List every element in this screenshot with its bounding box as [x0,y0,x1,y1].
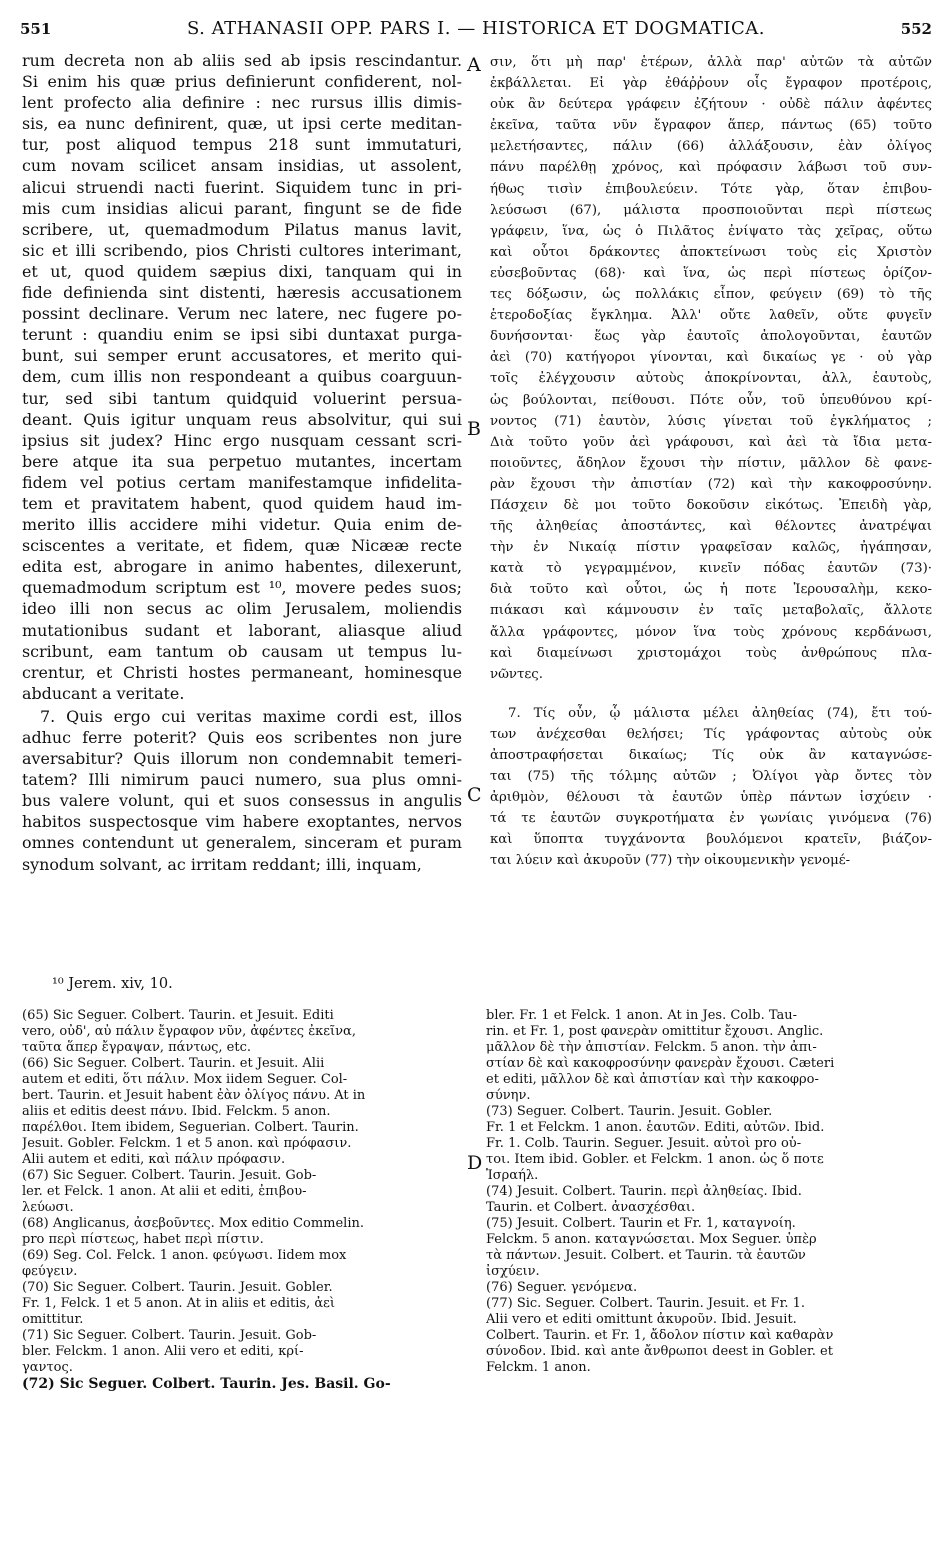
latin-text-line: tatem? Illi nimirum pauci numero, sua plus omni- [22,770,462,790]
greek-text-line: καὶ διαμείνωσι χριστομάχοι τοὺς ἀνθρώπους πλα- [490,645,932,661]
critical-note-line: μᾶλλον δὲ τὴν ἀπιστίαν. Felckm. 5 anon. τὴν ἀπι- [486,1040,817,1055]
greek-text-line: των ἀνέχεσθαι θελήσει; Τίς γράφοντας αὐτοὺς οὐκ [490,726,932,742]
greek-text-line: 7. Τίς οὖν, ᾧ μάλιστα μέλει ἀληθείας (74), ἔτι τού- [508,705,932,721]
critical-note-line: Fr. 1 et Felckm. 1 anon. ἑαυτῶν. Editi, αὐτῶν. Ibid. [486,1120,825,1135]
greek-text-line: Πάσχειν δὲ μοι τοῦτο δοκοῦσιν εἰκότως. Ἐπειδὴ γὰρ, [490,497,932,513]
greek-text-line: ται (75) τῆς τόλμης αὐτῶν ; Ὀλίγοι γὰρ ὄντες τὸν [490,769,932,785]
greek-text-line: ὡς βούλονται, πείθουσι. Πότε οὖν, τοῦ ὑπευθύνου κρί- [490,392,932,408]
margin-letter-d: D [467,1152,483,1174]
greek-text-line: εὐσεβοῦντας (68)· καὶ ἵνα, ὡς περὶ πίστεως ὁρίζον- [490,265,932,281]
critical-note-line: Fr. 1. Colb. Taurin. Seguer. Jesuit. αὐτοὶ pro οὗ- [486,1136,802,1151]
greek-text-line: λεύσωσι (67), μάλιστα προσποιοῦνται περὶ πίστεως [490,202,932,218]
greek-text-line: ἑτεροδοξίας ἔγκλημα. Ἀλλ' οὔτε λαθεῖν, οὔτε φυγεῖν [490,308,932,324]
greek-text-line: νοντος (71) ἑαυτὸν, λύσις γίνεται τοῦ ἐγκλήματος ; [490,413,932,429]
critical-note-line: τοι. Item ibid. Gobler. et Felckm. 1 anon. ὡς ὅ ποτε [486,1152,824,1167]
greek-text-line: ἀεὶ (70) κατήγοροι γίνονται, καὶ δικαίως γε · οὐ γὰρ [490,350,932,366]
latin-text-line: edita est, abrogare in animo habentes, dilexerunt, [22,557,462,577]
greek-text-line: ἐκεῖνα, ταῦτα νῦν ἔγραφον ἅπερ, πάντως (65) τοῦτο [490,118,932,134]
margin-letter-a: A [467,54,481,76]
critical-note-line: λεύωσι. [22,1200,74,1215]
running-title: S. ATHANASII OPP. PARS I. — HISTORICA ET DOGMATICA. [186,18,766,39]
latin-text-line: synodum solvant, ac irritam reddant; illi, inquam, [22,854,422,874]
critical-note-line: (77) Sic. Seguer. Colbert. Taurin. Jesuit. et Fr. 1. [486,1296,806,1311]
latin-text-line: et ut, quod quidem sæpius dixi, tanquam qui in [22,261,462,281]
greek-text-line: οὐκ ἂν δεύτερα γράφειν ἐζήτουν · οὐδὲ πάλιν ἀφέντες [490,97,932,113]
greek-text-line: δυνήσονται· ἕως γὰρ ἑαυτοῖς ἀπολογοῦνται, ἑαυτῶν [490,329,932,345]
critical-note-line: Taurin. et Colbert. ἀνασχέσθαι. [486,1200,696,1215]
latin-text-line: mutationibus sudant et laborant, aliasque aliud [22,620,462,640]
critical-note-line: σύνην. [486,1088,531,1103]
greek-column [490,52,932,872]
greek-text-line: τες δόξωσιν, ὡς πολλάκις εἶπον, φεύγειν (69) τὸ τῆς [490,287,932,303]
greek-text-line: κατὰ τὸ γεγραμμένον, κινεῖν πόδας ἑαυτῶν (73)· [490,561,932,577]
latin-text-line: dem, cum illis non respondeant a quibus coarguun- [22,367,462,387]
latin-text-line: fide definienda sint distenti, hæresis accusationem [22,283,462,303]
latin-text-line: tur, post aliquod tempus 218 sunt immutaturi, [22,135,462,155]
greek-text-line: σιν, ὅτι μὴ παρ' ἑτέρων, ἀλλὰ παρ' αὐτῶν τὰ αὐτῶν [490,55,932,70]
critical-note-line: (67) Sic Seguer. Colbert. Taurin. Jesuit. Gob- [22,1168,317,1183]
latin-text-line: aversabitur? Quis illorum non condemnabit temeri- [22,749,462,769]
critical-note-line: Colbert. Taurin. et Fr. 1, ἄδολον πίστιν καὶ καθαρὰν [486,1328,834,1343]
critical-note-line: παρέλθοι. Item ibidem, Seguerian. Colbert. Taurin. [22,1120,359,1135]
critical-note-line: Jesuit. Gobler. Felckm. 1 et 5 anon. καὶ πρόφασιν. [22,1136,352,1151]
greek-text-line: Διὰ τοῦτο γοῦν ἀεὶ γράφουσι, καὶ ἀεὶ τὰ ἴδια μετα- [490,434,932,450]
critical-note-line: τὰ πάντων. Jesuit. Colbert. et Taurin. τὰ ἑαυτῶν [486,1248,806,1263]
greek-text-line: νῶντες. [490,666,543,682]
critical-note-line: (66) Sic Seguer. Colbert. Taurin. et Jesuit. Alii [22,1056,325,1071]
latin-text-line: sis, ea nunc definirent, quæ, ut ipsi certe meditan- [22,114,462,134]
critical-note-line: aliis et editis deest πάνυ. Ibid. Felckm. 5 anon. [22,1104,331,1119]
critical-note-line: (69) Seg. Col. Felck. 1 anon. φεύγωσι. Iidem mox [22,1248,347,1263]
critical-note-line: Felckm. 5 anon. καταγνώσεται. Mox Seguer. ὑπὲρ [486,1232,817,1247]
latin-text-line: lent profecto alia definire : nec rursus illis dimis- [22,93,462,113]
greek-text-line: ἀποστραφήσεται δικαίως; Τίς οὐκ ἂν καταγνώσε- [490,748,932,763]
latin-text-line: mis cum insidias alicui parant, fingunt se de fide [22,198,462,218]
latin-text-line: fidem vel potius certam manifestamque infidelita- [22,472,462,492]
latin-text-line: bus valere volunt, qui et suos consessus in angulis [22,791,462,811]
critical-note-line: omittitur. [22,1312,84,1327]
critical-note-line: bler. Felckm. 1 anon. Alii vero et editi, κρί- [22,1344,304,1359]
critical-note-line: Alii autem et editi, καὶ πάλιν πρόφασιν. [22,1152,286,1167]
margin-letter-b: B [467,418,481,440]
critical-note-line: bert. Taurin. et Jesuit habent ἐὰν ὀλίγος πάνυ. At in [22,1088,366,1103]
greek-text-line: μελετήσαντες, πάλιν (66) ἀλλάξουσιν, ἐὰν ὀλίγος [490,139,932,155]
critical-note-line: et editi, μᾶλλον δὲ καὶ ἀπιστίαν καὶ τὴν κακοφρο- [486,1072,819,1087]
greek-text-line: πάνυ παρέλθῃ χρόνος, καὶ πρόφασιν λάβωσι τοῦ συν- [490,160,932,176]
critical-note-line: Alii vero et editi omittunt ἀκυροῦν. Ibid. Jesuit. [486,1312,797,1327]
latin-text-line: abducant a veritate. [22,683,185,703]
critical-note-line: φεύγειν. [22,1264,78,1279]
latin-text-line: 7. Quis ergo cui veritas maxime cordi est, illos [40,706,462,726]
greek-text-line: ἐκβάλλεται. Εἰ γὰρ ἐθάῤῥουν οἷς ἔγραφον προτέροις, [490,76,932,92]
page-header [20,14,932,42]
critical-note-line: (65) Sic Seguer. Colbert. Taurin. et Jesuit. Editi [22,1008,334,1023]
critical-note-line: ἰσχύειν. [486,1264,540,1279]
latin-text-line: ideo illi non secus ac olim Jerusalem, moliendis [22,599,462,619]
critical-note-line: ταῦτα ἅπερ ἔγραψαν, πάντως, etc. [22,1040,252,1055]
latin-text-line: sic et illi scribendo, pios Christi cultores interimant, [22,240,462,260]
latin-text-line: sciscentes a veritate, et fidem, quæ Nicææ recte [22,536,462,556]
critical-note-line: (73) Seguer. Colbert. Taurin. Jesuit. Gobler. [486,1104,773,1119]
critical-note-line: bler. Fr. 1 et Felck. 1 anon. At in Jes. Colb. Tau- [486,1008,798,1023]
critical-note-line: (72) Sic Seguer. Colbert. Taurin. Jes. Basil. Go- [22,1376,391,1392]
latin-text-line: tur, sed sibi tantum quidquid voluerint persua- [22,388,462,408]
critical-note-line: (76) Seguer. γενόμενα. [486,1280,638,1295]
latin-text-line: deant. Quis igitur unquam reus absolvitur, qui sui [22,409,462,429]
latin-text-line: tem et pravitatem habent, quod quidem haud im- [22,493,462,513]
critical-note-line: (74) Jesuit. Colbert. Taurin. περὶ ἀληθείας. Ibid. [486,1184,802,1199]
greek-text-line: καὶ οὗτοι δράκοντες ἀποκτείνωσι τοὺς εἰς Χριστὸν [490,244,932,260]
greek-text-line: καὶ ὕποπτα τυγχάνοντα βουλόμενοι κρατεῖν, βιάζον- [490,832,932,848]
critical-note-line: rin. et Fr. 1, post φανερὰν omittitur ἔχουσι. Anglic. [486,1024,824,1039]
greek-text-line: τῆς ἀληθείας ἀποστάντες, καὶ θέλοντες ἀνατρέψαι [490,519,932,535]
greek-text-line: ρὰν ἔχουσι τὴν ἀπιστίαν (72) καὶ τὴν κακοφροσύνην. [490,476,932,492]
critical-note-line: vero, οὐδ', αὖ πάλιν ἔγραφον νῦν, ἀφέντες ἐκεῖνα, [22,1024,356,1039]
latin-text-line: scribunt, eam tantum ob causam ut tempus lu- [22,641,462,661]
latin-text-line: crentur, et Christi hostes permaneant, hominesque [22,662,462,682]
page-number-right: 552 [900,20,932,38]
greek-text-line: γράφειν, ἵνα, ὡς ὁ Πιλᾶτος ἐνίψατο τὰς χεῖρας, οὕτω [490,223,932,239]
critical-note-line: σύνοδον. Ibid. καὶ ante ἄνθρωποι deest in Gobler. et [486,1344,833,1359]
greek-text-line: ἀριθμὸν, θέλουσι τὰ ἑαυτῶν ὑπὲρ πάντων ἰσχύειν · [490,790,932,806]
latin-text-line: bere atque ita sua perpetuo mutantes, incertam [22,451,462,471]
latin-text-line: terunt : quandiu enim se ipsi sibi duntaxat purga- [22,325,462,345]
greek-text-line: διὰ τοῦτο καὶ οὗτοι, ὡς ἡ ποτε Ἱερουσαλὴμ, κεκο- [490,582,932,598]
latin-text-line: habitos suspectosque vim habere exoptantes, nervos [22,812,462,832]
greek-text-line: ται λύειν καὶ ἀκυροῦν (77) τὴν οἰκουμενικὴν γενομέ- [490,853,851,869]
latin-text-line: adhuc ferre poterit? Quis eos scribentes non jure [22,728,462,747]
critical-note-line: Fr. 1, Felck. 1 et 5 anon. At in aliis et editis, ἀεὶ [22,1296,335,1311]
latin-text-line: quemadmodum scriptum est ¹⁰, movere pedes suos; [22,578,462,598]
latin-text-line: omnes contendunt ut generalem, sinceram et puram [22,833,462,853]
footnote-10: ¹⁰ Jerem. xiv, 10. [52,976,173,992]
critical-note-line: pro περὶ πίστεως, habet περὶ πίστιν. [22,1232,264,1247]
critical-notes-right [486,1008,932,1376]
greek-text-line: τὴν ἐν Νικαίᾳ πίστιν γραφεῖσαν καλῶς, ἠγάπησαν, [490,540,932,556]
critical-note-line: autem et editi, ὅτι πάλιν. Mox iidem Seguer. Col- [22,1072,348,1087]
critical-note-line: (71) Sic Seguer. Colbert. Taurin. Jesuit. Gob- [22,1328,317,1343]
critical-note-line: γαντος. [22,1360,73,1375]
latin-text-line: cum novam scilicet ansam insidias, ut assolent, [22,156,462,176]
latin-text-line: scribere, ut, quemadmodum Pilatus manus lavit, [22,219,462,239]
page-number-left: 551 [20,20,52,38]
latin-text-line: ipsius sit judex? Hinc ergo nusquam cessant scri- [22,430,462,450]
critical-note-line: (75) Jesuit. Colbert. Taurin et Fr. 1, καταγνοίη. [486,1216,796,1231]
greek-text-line: πιάκασι καὶ κάμνουσιν ἐν ταῖς μεταβολαῖς, ἄλλοτε [490,603,932,619]
latin-column [22,50,462,875]
critical-note-line: Felckm. 1 anon. [486,1360,591,1375]
latin-text-line: possint declinare. Verum nec latere, nec fugere po- [22,304,462,324]
critical-note-line: (70) Sic Seguer. Colbert. Taurin. Jesuit. Gobler. [22,1280,333,1295]
greek-text-line: ποιοῦντες, ἄδηλον ἔχουσι τὴν πίστιν, μᾶλλον δὲ φανε- [490,455,932,471]
greek-text-line: τά τε ἑαυτῶν συγκροτήματα ἐν γωνίαις γινόμενα (76) [490,811,932,827]
latin-text-line: alicui struendi nacti fuerint. Siquidem tunc in pri- [22,177,462,197]
margin-letter-c: C [467,784,482,806]
latin-text-line: rum decreta non ab aliis sed ab ipsis rescindantur. [22,51,462,70]
critical-note-line: ler. et Felck. 1 anon. At alii et editi, ἐπιβου- [22,1184,307,1199]
latin-text-line: Si enim his quæ prius definierunt confiderent, nol- [22,72,462,92]
latin-text-line: bunt, sui semper erunt accusatores, et merito qui- [22,346,462,366]
greek-text-line: τοῖς ἐλέγχουσιν αὐτοὺς ἀποκρίνονται, ἀλλ, ἑαυτοὺς, [490,371,932,387]
critical-note-line: στίαν δὲ καὶ κακοφροσύνην φανερὰν ἔχουσι. Cæteri [486,1056,835,1071]
greek-text-line: ήθως τισὶν ἐπιβουλεύειν. Τότε γὰρ, ὅταν ἐπιβου- [490,181,932,197]
critical-note-line: Ἰσραήλ. [486,1168,539,1183]
critical-notes-left [22,1008,462,1392]
greek-text-line: ἄλλα γράφοντες, μόνον ἵνα τοὺς χρόνους κερδάνωσι, [490,624,932,640]
latin-text-line: merito illis accidere mihi videtur. Quia enim de- [22,515,462,535]
critical-note-line: (68) Anglicanus, ἀσεβοῦντες. Mox editio Commelin. [22,1216,364,1231]
